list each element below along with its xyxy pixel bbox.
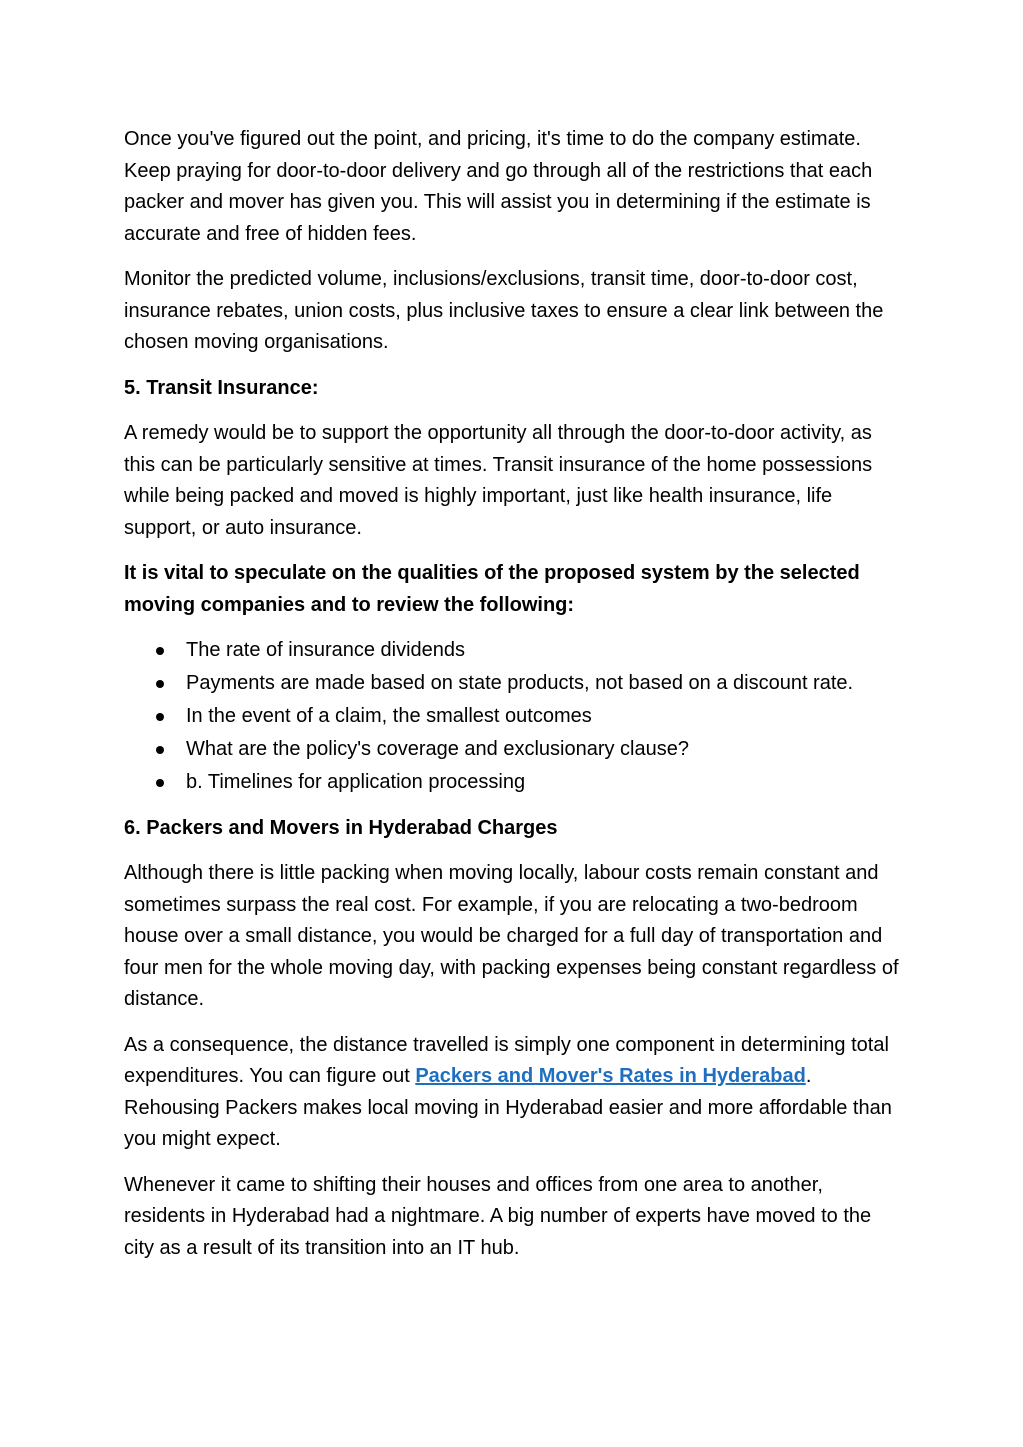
paragraph-remedy: A remedy would be to support the opportunity all through the door-to-door activity, as this can be particularly sensitive at times. Transit insurance of the home possessions while being packed and moved is highly important, just like health insurance, life support, or auto insurance. [124, 422, 873, 539]
heading-charges: 6. Packers and Movers in Hyderabad Charges [124, 816, 558, 839]
paragraph-estimate: Once you've figured out the point, and pricing, it's time to do the company estimate. Keep praying for door-to-door delivery and go through all of the restrictions that each packer and mover has given you. This will assist you in determining if the estimate is accurate and free of hidden fees. [124, 128, 873, 245]
list-item-text: The rate of insurance dividends [186, 639, 466, 661]
paragraph-residents: Whenever it came to shifting their houses and offices from one area to another, residents in Hyderabad had a nightmare. A big number of experts have moved to the city as a result of its transition into an IT hub. [124, 1173, 872, 1259]
bullet-icon [156, 713, 164, 721]
paragraph-monitor: Monitor the predicted volume, inclusions/exclusions, transit time, door-to-door cost, insurance rebates, union costs, plus inclusive taxes to ensure a clear link between the chosen moving organisations. [124, 268, 884, 353]
list-item [186, 767, 900, 799]
list-item-text: In the event of a claim, the smallest outcomes [186, 705, 592, 727]
bullet-list [124, 635, 900, 799]
document-page [124, 124, 900, 1278]
paragraph-labour-costs: Although there is little packing when moving locally, labour costs remain constant and sometimes surpass the real cost. For example, if you are relocating a two-bedroom house over a small distance, you would be charged for a full day of transportation and four men for the whole moving day, with packing expenses being constant regardless of distance. [124, 862, 899, 1010]
list-item [186, 734, 900, 766]
bold-intro: It is vital to speculate on the qualities of the proposed system by the selected moving companies and to review the following: [124, 562, 860, 616]
list-item-text: b. Timelines for application processing [186, 771, 526, 793]
list-item-text: What are the policy's coverage and exclusionary clause? [186, 738, 689, 760]
list-item [186, 668, 900, 700]
paragraph-text-after-link: . Rehousing Packers makes local moving in Hyderabad easier and more affordable than you might expect. [124, 1065, 892, 1150]
bullet-icon [156, 647, 164, 655]
bullet-icon [156, 680, 164, 688]
bullet-icon [156, 779, 164, 787]
bullet-icon [156, 746, 164, 754]
heading-transit-insurance: 5. Transit Insurance: [124, 376, 319, 399]
paragraph-consequence [124, 1030, 900, 1156]
rates-link[interactable]: Packers and Mover's Rates in Hyderabad [415, 1065, 806, 1087]
list-item [186, 635, 900, 667]
list-item-text: Payments are made based on state products, not based on a discount rate. [186, 672, 854, 694]
paragraph-text-before-link: As a consequence, the distance travelled is simply one component in determining total expenditures. You can figure out [124, 1033, 889, 1087]
list-item [186, 701, 900, 733]
